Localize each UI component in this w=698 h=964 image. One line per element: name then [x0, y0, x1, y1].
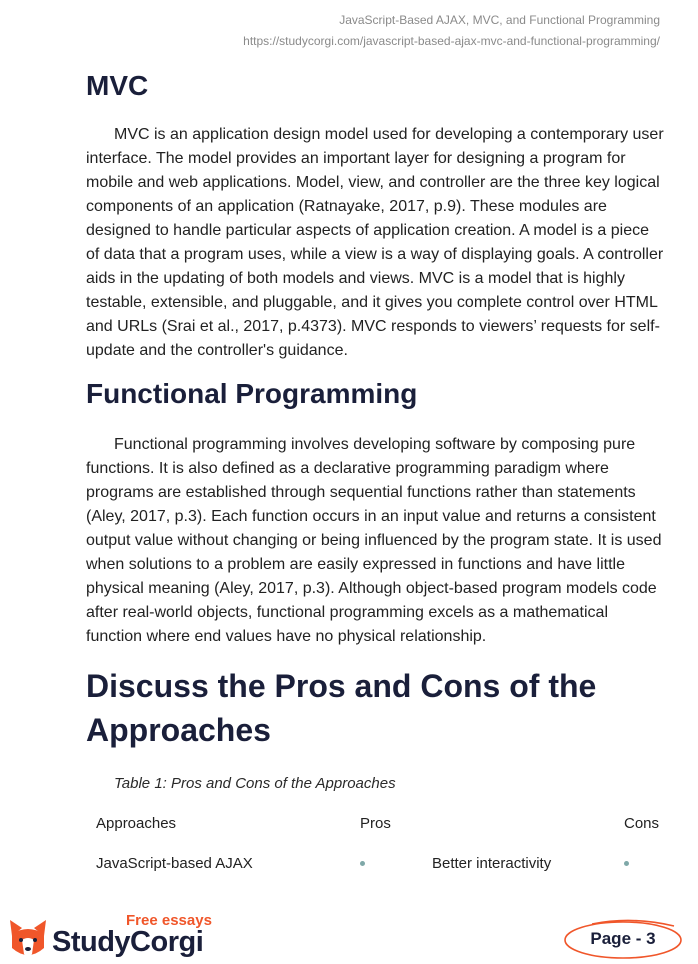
- table-header-cons: Cons: [624, 815, 660, 832]
- table-caption: Table 1: Pros and Cons of the Approaches: [114, 775, 396, 792]
- studycorgi-logo[interactable]: [8, 912, 218, 964]
- header-doc-url[interactable]: https://studycorgi.com/javascript-based-ajax-mvc-and-functional-programming/: [243, 34, 660, 48]
- logo-wordmark: StudyCorgi: [52, 926, 204, 958]
- table-cell-pros: Better interactivity: [432, 855, 552, 872]
- heading-discuss-pros-cons: Discuss the Pros and Cons of the Approaches: [86, 668, 597, 748]
- heading-functional-programming: Functional Programming: [86, 378, 418, 409]
- table-cell-approach: JavaScript-based AJAX: [96, 855, 253, 872]
- table-header-pros: Pros: [360, 815, 391, 832]
- bullet-icon: [360, 861, 365, 866]
- heading-mvc: MVC: [86, 70, 149, 101]
- corgi-icon: [8, 918, 48, 962]
- bullet-icon: [624, 861, 629, 866]
- paragraph-functional-programming: Functional programming involves developing software by composing pure functions. It is also defined as a declarative programming paradigm where programs are established through sequential functions rather than statements (Aley, 2017, p.3). Each function occurs in an input value and returns a consistent output value without changing or being influenced by the program state. It is used when solutions to a problem are easily expressed in functions and have little physical meaning (Aley, 2017, p.3). Although object-based program models code after real-world objects, functional programming excels as a mathematical function where end values have no physical relationship.: [86, 436, 662, 645]
- table-header-approaches: Approaches: [96, 815, 177, 832]
- page-number: Page - 3: [590, 929, 656, 948]
- logo-tagline: Free essays: [126, 912, 212, 929]
- header-doc-title: JavaScript-Based AJAX, MVC, and Functional Programming: [339, 13, 660, 27]
- page-number-badge: [562, 916, 684, 960]
- paragraph-mvc: MVC is an application design model used for developing a contemporary user interface. The model provides an important layer for designing a program for mobile and web applications. Model, view, and controller are the three key logical components of an application (Ratnayake, 2017, p.9). These modules are designed to handle particular aspects of application creation. A model is a piece of data that a program uses, while a view is a way of displaying goals. A controller aids in the updating of both models and views. MVC is a model that is highly testable, extensible, and pluggable, and it gives you complete control over HTML and URLs (Srai et al., 2017, p.4373). MVC responds to viewers’ requests for self-update and the controller's guidance.: [86, 126, 664, 359]
